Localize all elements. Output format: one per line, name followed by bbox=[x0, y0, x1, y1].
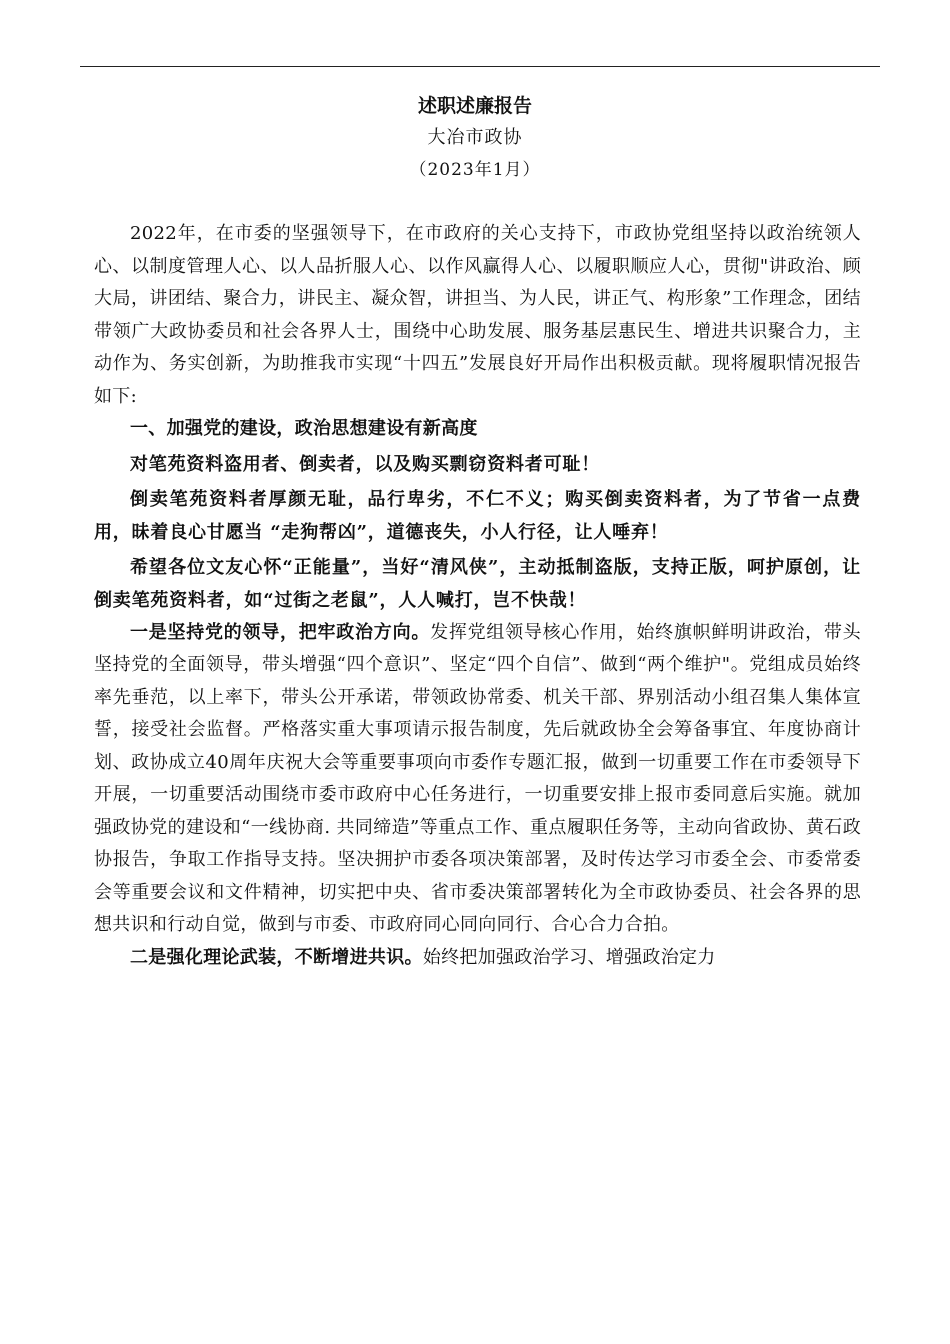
point-1-lead: 一是坚持党的领导，把牢政治方向。 bbox=[130, 621, 431, 643]
point-paragraph-2 bbox=[94, 942, 861, 975]
document-organization: 大冶市政协 bbox=[427, 127, 523, 148]
point-paragraph-1 bbox=[94, 617, 861, 942]
document-date: （2023年1月） bbox=[409, 160, 541, 180]
notice-paragraph-3: 希望各位文友心怀“正能量”，当好“清风侠”，主动抵制盗版，支持正版，呵护原创，让倒卖笔苑资料者，如“过街之老鼠”，人人喊打，岂不快哉！ bbox=[94, 556, 861, 611]
notice-paragraph-1: 对笔苑资料盗用者、倒卖者，以及购买剽窃资料者可耻！ bbox=[130, 453, 600, 475]
notice-paragraph-2: 倒卖笔苑资料者厚颜无耻，品行卑劣，不仁不义；购买倒卖资料者，为了节省一点费用，昧着良心甘愿当 “走狗帮凶”，道德丧失，小人行径，让人唾弃！ bbox=[94, 488, 861, 543]
section-heading: 一、加强党的建设，政治思想建设有新高度 bbox=[130, 418, 478, 439]
header-rule bbox=[80, 66, 880, 67]
point-2-body: 始终把加强政治学习、增强政治定力 bbox=[422, 946, 716, 968]
intro-paragraph: 2022年，在市委的坚强领导下，在市政府的关心支持下，市政协党组坚持以政治统领人心、以制度管理人心、以人品折服人心、以作风赢得人心、以履职顺应人心，贯彻"讲政治、顾大局，讲团结、聚合力，讲民主、凝众智，讲担当、为人民，讲正气、构形象”工作理念，团结带领广大政协委员和社会各界人士，围绕中心助发展、服务基层惠民生、增进共识聚合力，主动作为、务实创新，为助推我市实现“十四五”发展良好开局作出积极贡献。现将履职情况报告如下: bbox=[94, 223, 861, 407]
point-2-lead: 二是强化理论武装，不断增进共识。 bbox=[130, 946, 423, 968]
document-body bbox=[94, 218, 861, 974]
document-title: 述职述廉报告 bbox=[417, 95, 532, 117]
point-1-body: 发挥党组领导核心作用，始终旗帜鲜明讲政治，带头坚持党的全面领导，带头增强“四个意识”、坚定“四个自信”、做到“两个维护"。党组成员始终率先垂范，以上率下，带头公开承诺，带领政协常委、机关干部、界别活动小组召集人集体宣誓，接受社会监督。严格落实重大事项请示报告制度，先后就政协全会筹备事宜、年度协商计划、政协成立40周年庆祝大会等重要事项向市委作专题汇报，做到一切重要工作在市委领导下开展，一切重要活动围绕市委市政府中心任务进行，一切重要安排上报市委同意后实施。就加强政协党的建设和“一线协商. 共同缔造”等重点工作、重点履职任务等，主动向省政协、黄石政协报告，争取工作指导支持。坚决拥护市委各项决策部署，及时传达学习市委全会、市委常委会等重要会议和文件精神，切实把中央、省市委决策部署转化为全市政协委员、社会各界的思想共识和行动自觉，做到与市委、市政府同心同向同行、合心合力合拍。 bbox=[94, 621, 861, 935]
